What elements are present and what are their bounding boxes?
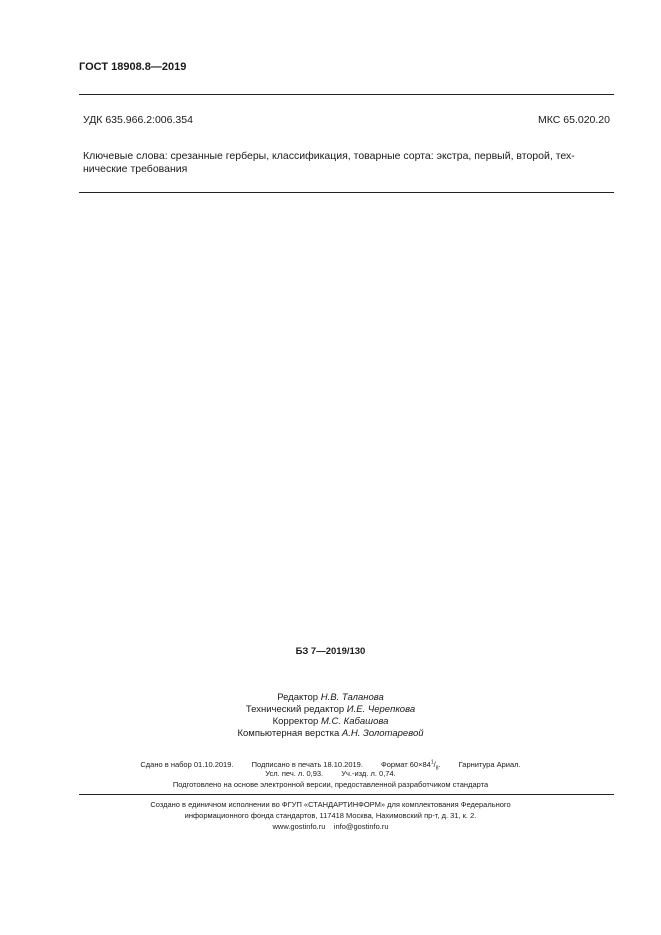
typeface: Гарнитура Ариал. bbox=[458, 759, 521, 769]
usl-pech: Усл. печ. л. 0,93. bbox=[265, 769, 324, 778]
staff-role: Технический редактор bbox=[245, 704, 347, 715]
staff-role: Корректор bbox=[272, 716, 321, 727]
staff-role: Компьютерная верстка bbox=[237, 728, 342, 739]
uch-izd: Уч.-изд. л. 0,74. bbox=[341, 769, 396, 778]
footer-divider bbox=[79, 794, 614, 795]
website-link[interactable]: www.gostinfo.ru bbox=[272, 822, 326, 831]
prepared-note: Подготовлено на основе электронной версии, предоставленной разработчиком стандарта bbox=[172, 780, 489, 789]
staff-name: А.Н. Золотаревой bbox=[341, 728, 424, 739]
staff-layout bbox=[0, 728, 661, 740]
staff-name: М.С. Кабашова bbox=[320, 716, 389, 727]
staff-proofreader bbox=[0, 716, 661, 728]
staff-name: И.Е. Черепкова bbox=[346, 704, 416, 715]
staff-name: Н.В. Таланова bbox=[320, 692, 384, 703]
staff-editor bbox=[0, 692, 661, 704]
submitted-date: Сдано в набор 01.10.2019. bbox=[140, 759, 234, 769]
keywords-line-1: Ключевые слова: срезанные герберы, классификация, товарные сорта: экстра, первый, второй, тех- bbox=[83, 150, 575, 162]
mks-code: МКС 65.020.20 bbox=[538, 114, 610, 126]
staff-role: Редактор bbox=[277, 692, 321, 703]
top-divider bbox=[79, 94, 614, 95]
staff-tech-editor bbox=[0, 704, 661, 716]
paper-format: Формат $60\times 84^1/_8$. bbox=[381, 759, 441, 771]
footer-contacts bbox=[0, 821, 661, 832]
footer-line-2: информационного фонда стандартов, 117418 Москва, Нахимовский пр-т, д. 31, к. 2. bbox=[184, 811, 477, 820]
print-info-line-2 bbox=[0, 768, 661, 779]
bz-number: БЗ 7—2019/130 bbox=[295, 646, 366, 657]
signed-date: Подписано в печать 18.10.2019. bbox=[251, 759, 363, 769]
standard-number: ГОСТ 18908.8—2019 bbox=[79, 61, 187, 73]
udk-code: УДК 635.966.2:006.354 bbox=[83, 114, 193, 126]
keywords-line-2: нические требования bbox=[83, 163, 188, 175]
email-link[interactable]: info@gostinfo.ru bbox=[333, 822, 389, 831]
footer-line-1: Создано в единичном исполнении во ФГУП «СТАНДАРТИНФОРМ» для комплектования Федерального bbox=[150, 800, 511, 809]
keywords-divider bbox=[79, 192, 614, 193]
